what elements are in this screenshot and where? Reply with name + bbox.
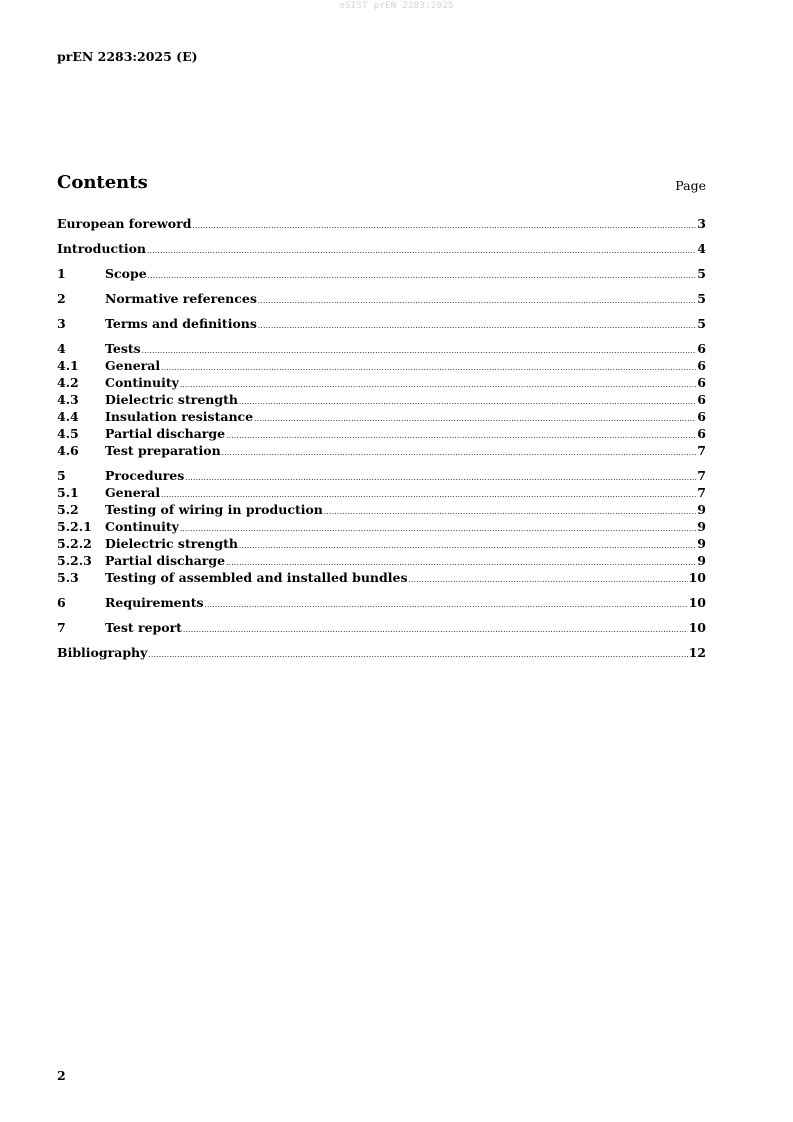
toc-dot-leader bbox=[161, 360, 696, 377]
toc-entry-number: 5 bbox=[57, 468, 66, 483]
toc-entry[interactable] bbox=[57, 644, 706, 661]
toc-entry-page: 3 bbox=[697, 216, 706, 231]
toc-dot-leader bbox=[192, 218, 696, 235]
toc-entry-number: 4.6 bbox=[57, 443, 79, 458]
toc-entry[interactable] bbox=[57, 484, 706, 501]
toc-entry-page: 10 bbox=[688, 620, 706, 635]
watermark: oSIST prEN 2283:2025 bbox=[339, 1, 454, 11]
toc-entry[interactable] bbox=[57, 467, 706, 484]
toc-entry-page: 5 bbox=[697, 266, 706, 281]
toc-entry-title: Dielectric strength bbox=[105, 392, 238, 407]
toc-entry-number: 4.4 bbox=[57, 409, 79, 424]
toc-entry-title: Insulation resistance bbox=[105, 409, 254, 424]
toc-entry-title: Introduction bbox=[57, 241, 147, 256]
toc-entry[interactable] bbox=[57, 535, 706, 552]
toc-entry-number: 3 bbox=[57, 316, 66, 331]
page-number: 2 bbox=[57, 1068, 66, 1083]
toc-entry-title: Continuity bbox=[105, 375, 179, 390]
toc-entry-title: Test preparation bbox=[105, 443, 221, 458]
toc-entry-number: 5.2.1 bbox=[57, 519, 92, 534]
toc-entry[interactable] bbox=[57, 408, 706, 425]
toc-entry[interactable] bbox=[57, 391, 706, 408]
toc-entry-page: 6 bbox=[697, 341, 706, 356]
page-column-label: Page bbox=[675, 178, 706, 193]
toc-entry-page: 10 bbox=[688, 570, 706, 585]
toc-dot-leader bbox=[258, 293, 696, 310]
toc-entry-page: 9 bbox=[697, 519, 706, 534]
toc-dot-leader bbox=[222, 445, 697, 462]
toc-entry[interactable] bbox=[57, 290, 706, 307]
toc-entry-number: 5.3 bbox=[57, 570, 79, 585]
toc-entry-number: 4.1 bbox=[57, 358, 79, 373]
toc-entry[interactable] bbox=[57, 442, 706, 459]
toc-entry-page: 6 bbox=[697, 358, 706, 373]
toc-entry-page: 9 bbox=[697, 553, 706, 568]
toc-entry-title: European foreword bbox=[57, 216, 192, 231]
toc-entry-title: Requirements bbox=[105, 595, 204, 610]
toc-entry-title: Continuity bbox=[105, 519, 179, 534]
toc-entry-page: 7 bbox=[697, 443, 706, 458]
toc-entry[interactable] bbox=[57, 340, 706, 357]
toc-entry[interactable] bbox=[57, 518, 706, 535]
toc-entry-page: 7 bbox=[697, 468, 706, 483]
toc-entry-number: 4 bbox=[57, 341, 66, 356]
toc-entry-title: Terms and definitions bbox=[105, 316, 257, 331]
toc-entry-page: 5 bbox=[697, 316, 706, 331]
toc-entry-page: 4 bbox=[697, 241, 706, 256]
toc-entry-title: Procedures bbox=[105, 468, 185, 483]
toc-entry-title: Test report bbox=[105, 620, 182, 635]
toc-dot-leader bbox=[148, 268, 697, 285]
toc-dot-leader bbox=[408, 572, 687, 589]
toc-entry-number: 4.3 bbox=[57, 392, 79, 407]
toc-dot-leader bbox=[183, 622, 688, 639]
toc-entry[interactable] bbox=[57, 215, 706, 232]
toc-dot-leader bbox=[205, 597, 688, 614]
toc-entry-title: Dielectric strength bbox=[105, 536, 238, 551]
toc-dot-leader bbox=[239, 394, 696, 411]
contents-heading: Contents bbox=[57, 172, 148, 193]
toc-entry-title: Partial discharge bbox=[105, 426, 226, 441]
toc-entry-page: 10 bbox=[688, 595, 706, 610]
toc-entry-title: Testing of wiring in production bbox=[105, 502, 323, 517]
toc-entry[interactable] bbox=[57, 265, 706, 282]
toc-entry-title: Scope bbox=[105, 266, 147, 281]
toc-dot-leader bbox=[324, 504, 696, 521]
toc-entry-page: 5 bbox=[697, 291, 706, 306]
toc-entry-number: 5.2.3 bbox=[57, 553, 92, 568]
toc-dot-leader bbox=[180, 521, 696, 538]
toc-entry-number: 1 bbox=[57, 266, 66, 281]
toc-dot-leader bbox=[254, 411, 696, 428]
toc-entry-page: 6 bbox=[697, 375, 706, 390]
toc-dot-leader bbox=[142, 343, 697, 360]
toc-dot-leader bbox=[180, 377, 696, 394]
toc-dot-leader bbox=[226, 555, 696, 572]
toc-entry[interactable] bbox=[57, 315, 706, 332]
toc-entry[interactable] bbox=[57, 501, 706, 518]
toc-entry-number: 5.1 bbox=[57, 485, 79, 500]
toc-entry-number: 7 bbox=[57, 620, 66, 635]
toc-dot-leader bbox=[239, 538, 696, 555]
toc-entry[interactable] bbox=[57, 552, 706, 569]
toc-entry-page: 9 bbox=[697, 502, 706, 517]
toc-entry-number: 4.5 bbox=[57, 426, 79, 441]
toc-entry-page: 6 bbox=[697, 409, 706, 424]
toc-entry-page: 7 bbox=[697, 485, 706, 500]
toc-entry-number: 2 bbox=[57, 291, 66, 306]
toc-entry-title: Testing of assembled and installed bundles bbox=[105, 570, 408, 585]
document-id-header: prEN 2283:2025 (E) bbox=[57, 49, 198, 64]
toc-entry-number: 5.2.2 bbox=[57, 536, 92, 551]
toc-dot-leader bbox=[258, 318, 696, 335]
table-of-contents bbox=[57, 215, 706, 661]
toc-entry-title: Partial discharge bbox=[105, 553, 226, 568]
toc-entry[interactable] bbox=[57, 374, 706, 391]
toc-entry-page: 6 bbox=[697, 392, 706, 407]
toc-entry-title: General bbox=[105, 485, 161, 500]
toc-entry[interactable] bbox=[57, 425, 706, 442]
toc-entry-title: Bibliography bbox=[57, 645, 148, 660]
toc-entry[interactable] bbox=[57, 240, 706, 257]
toc-entry-page: 9 bbox=[697, 536, 706, 551]
toc-entry-page: 12 bbox=[688, 645, 706, 660]
toc-entry-title: Normative references bbox=[105, 291, 257, 306]
toc-entry-title: Tests bbox=[105, 341, 141, 356]
toc-entry-page: 6 bbox=[697, 426, 706, 441]
toc-dot-leader bbox=[161, 487, 696, 504]
toc-entry-number: 4.2 bbox=[57, 375, 79, 390]
toc-dot-leader bbox=[226, 428, 696, 445]
toc-entry-number: 5.2 bbox=[57, 502, 79, 517]
toc-dot-leader bbox=[185, 470, 696, 487]
toc-dot-leader bbox=[147, 243, 696, 260]
toc-entry-number: 6 bbox=[57, 595, 66, 610]
toc-dot-leader bbox=[148, 647, 687, 664]
toc-entry[interactable] bbox=[57, 619, 706, 636]
toc-entry[interactable] bbox=[57, 594, 706, 611]
toc-entry-title: General bbox=[105, 358, 161, 373]
